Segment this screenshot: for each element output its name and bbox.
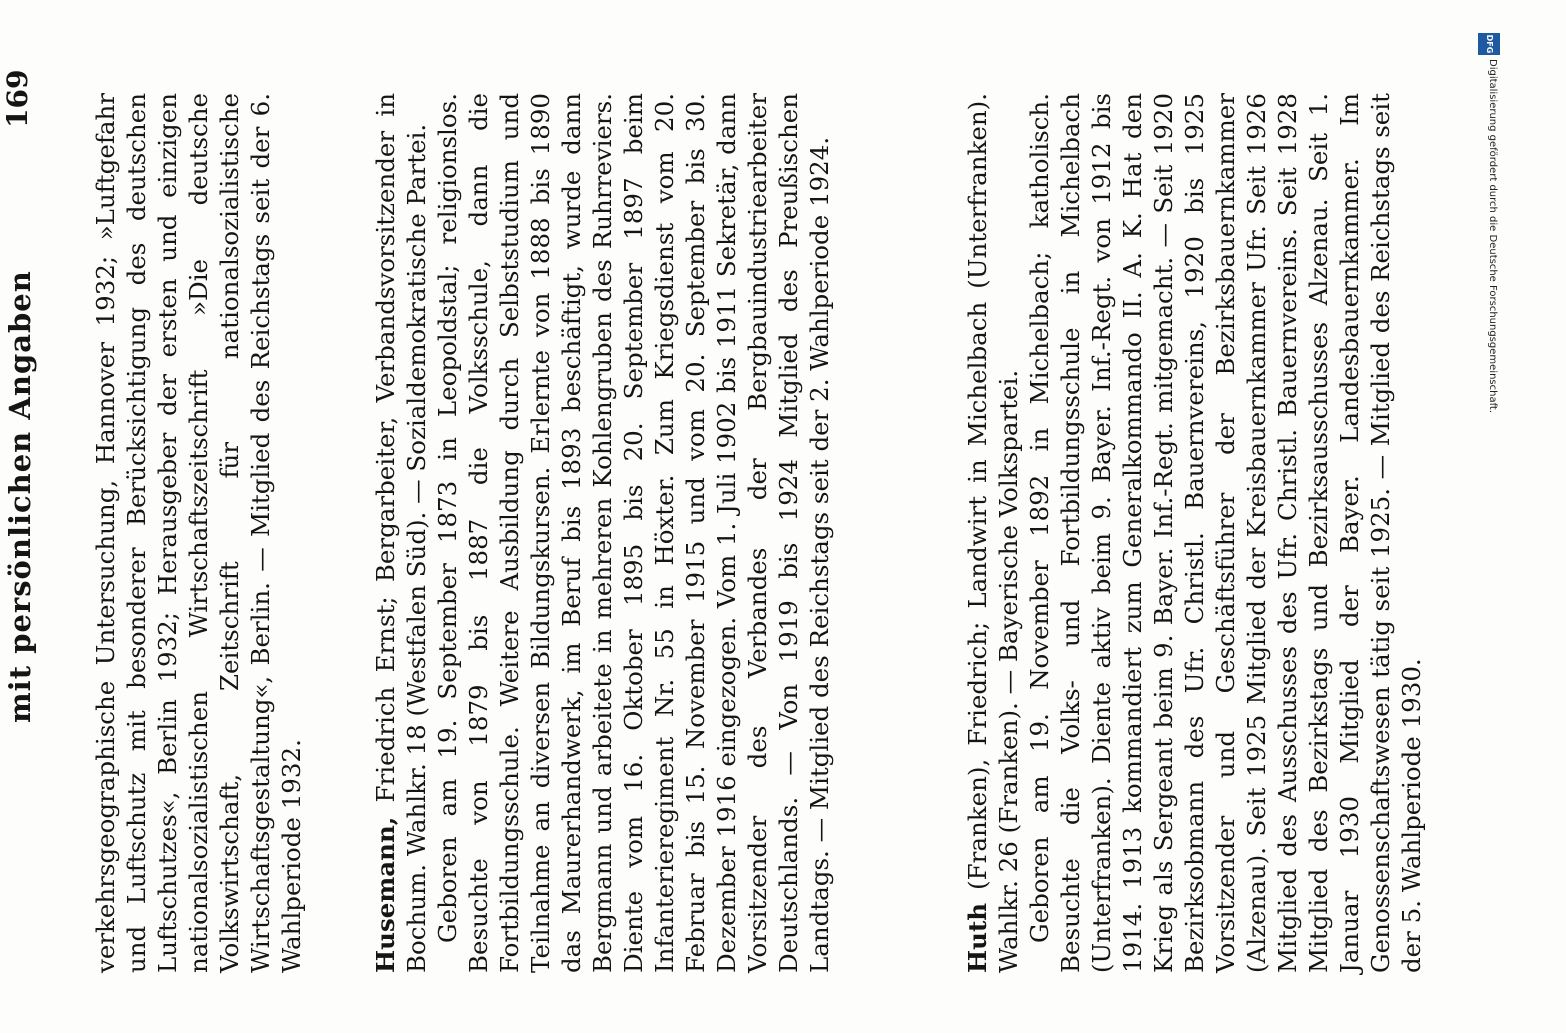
page-number: 169 xyxy=(1,69,34,128)
entry-name: Huth xyxy=(963,902,992,973)
entry-husemann xyxy=(370,93,835,973)
entry-intro: Friedrich Ernst; Bergarbeiter, Verbandsvorsitzender in Bochum. Wahlkr. 18 (Westfalen Süd). — Sozialdemokratische Partei. xyxy=(371,93,431,973)
dfg-notice: Digitalisierung gefördert durch die Deutsche Forschungsgemeinschaft. xyxy=(1487,59,1498,414)
continuation-paragraph: verkehrsgeographische Untersuchung, Hannover 1932; »Luftgefahr und Luftschutz mit besonderer Berücksichtigung des deutschen Luftschutzes«, Berlin 1932; Herausgeber der ersten und einzigen nationalsozialistischen Wirtschaftszeitschrift »Die deutsche Volkswirtschaft, Zeitschrift für nationalsozialistische Wirtschaftsgestaltung«, Berlin. — Mitglied des Reichstags seit der 6. Wahlperiode 1932. xyxy=(91,93,306,973)
entry-body: Geboren am 19. November 1892 in Michelbach; katholisch. Besuchte die Volks- und Fortbildungsschule in Michelbach (Unterfranken). Diente aktiv beim 9. Bayer. Inf.-Regt. von 1912 bis 1914. 1913 kommandiert zum Generalkommando II. A. K. Hat den Krieg als Sergeant beim 9. Bayer. Inf.-Regt. mitgemacht. — Seit 1920 Bezirksobmann des Ufr. Christl. Bauernvereins, 1920 bis 1925 Vorsitzender und Geschäftsführer der Bezirksbauernkammer (Alzenau). Seit 1925 Mitglied der Kreisbauernkammer Ufr. Seit 1926 Mitglied des Ausschusses des Ufr. Christl. Bauernvereins. Seit 1928 Mitglied des Bezirkstags und Bezirksausschusses Alzenau. Seit 1. Januar 1930 Mitglied der Bayer. Landesbauernkammer. Im Genossenschaftswesen tätig seit 1925. — Mitglied des Reichstags seit der 5. Wahlperiode 1930. xyxy=(1025,93,1426,973)
scanned-page xyxy=(0,33,1506,1033)
entry-intro: (Franken), Friedrich; Landwirt in Michelbach (Unterfranken). Wahlkr. 26 (Franken). — Bayerische Volkspartei. xyxy=(963,93,1023,973)
entry-heading xyxy=(962,93,1024,973)
entry-body: Geboren am 19. September 1873 in Leopoldstal; religionslos. Besuchte von 1879 bis 1887 die Volksschule, dann die Fortbildungsschule. Weitere Ausbildung durch Selbststudium und Teilnahme an diversen Bildungskursen. Erlernte von 1888 bis 1890 das Maurerhandwerk, im Beruf bis 1893 beschäftigt, wurde dann Bergmann und arbeitete in mehreren Kohlengruben des Ruhrreviers. Diente vom 16. Oktober 1895 bis 20. September 1897 beim Infanterieregiment Nr. 55 in Höxter. Zum Kriegsdienst vom 20. Februar bis 15. November 1915 und vom 20. September bis 30. Dezember 1916 eingezogen. Vom 1. Juli 1902 bis 1911 Sekretär, dann Vorsitzender des Verbandes der Bergbauindustriearbeiter Deutschlands. — Von 1919 bis 1924 Mitglied des Preußischen Landtags. — Mitglied des Reichstags seit der 2. Wahlperiode 1924. xyxy=(433,93,834,973)
entry-huth xyxy=(962,93,1427,973)
page-content xyxy=(0,33,1506,1033)
dfg-footer xyxy=(1472,33,1506,1033)
entry-name: Husemann, xyxy=(371,816,400,973)
continuation-block xyxy=(90,93,307,973)
page-header xyxy=(3,33,53,1033)
entry-heading xyxy=(370,93,432,973)
running-title: mit persönlichen Angaben xyxy=(3,270,37,723)
dfg-logo-icon: DFG xyxy=(1478,33,1500,55)
